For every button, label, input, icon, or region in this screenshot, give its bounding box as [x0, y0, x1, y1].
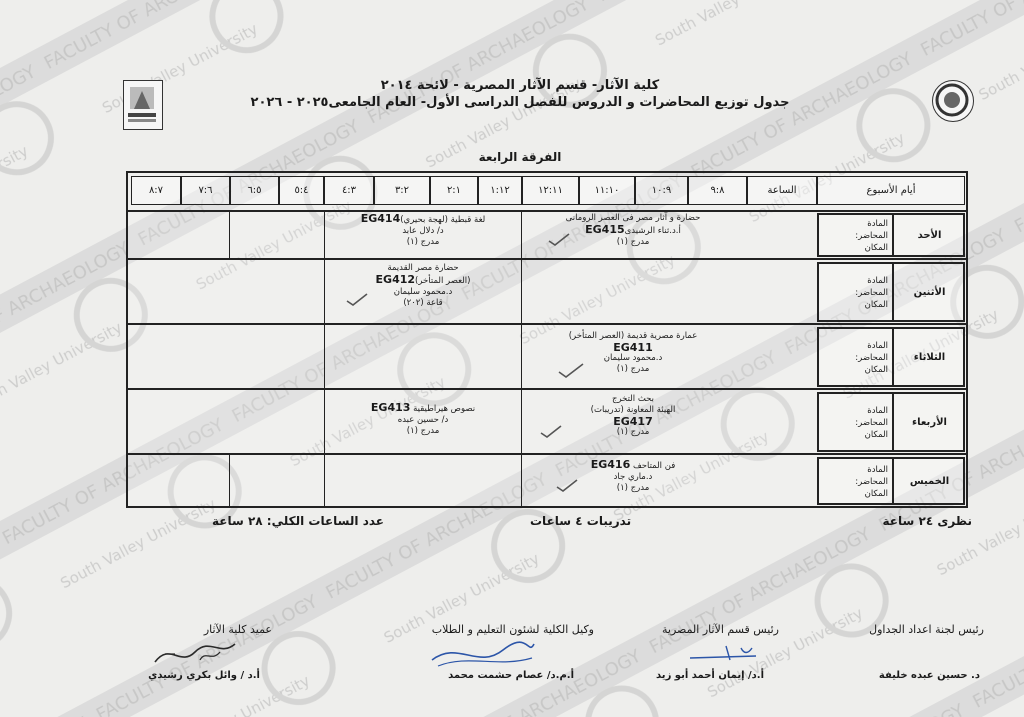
course-code: EG415	[585, 223, 625, 236]
schedule-table	[126, 171, 968, 508]
place-label: المكان	[864, 430, 888, 440]
course-code: EG414	[360, 212, 401, 225]
signature-title: رئيس قسم الآثار المصرية	[662, 623, 779, 636]
course-place: مدرج (١)	[406, 237, 440, 247]
document-header	[250, 78, 790, 110]
signature-name: أ.م.د/ عصام حشمت محمد	[448, 670, 574, 681]
subject-label: المادة	[867, 219, 888, 229]
time-slot: ١:١٢	[478, 176, 522, 205]
course-place: مدرج (١)	[616, 427, 650, 437]
column-divider	[324, 210, 325, 506]
signature-name: أ.د/ إيمان أحمد أبو زيد	[656, 670, 764, 681]
course-lecturer: د.ماري جاد	[613, 472, 653, 482]
day-row-sunday	[817, 213, 965, 257]
vice-dean-signature	[428, 636, 538, 672]
subject-label: المادة	[867, 406, 888, 416]
course-code: EG412	[375, 273, 416, 286]
faculty-logo	[932, 80, 974, 122]
time-slot: ٧:٦	[181, 176, 230, 205]
days-header: أيام الأسبوع	[817, 176, 965, 205]
total-hours: عدد الساعات الكلي: ٢٨ ساعة	[212, 514, 384, 528]
course-code: EG411	[613, 341, 653, 354]
column-divider	[521, 210, 522, 506]
level-title: الفرقة الرابعة	[478, 150, 562, 164]
course-title: عمارة مصرية قديمة (العصر المتأخر)	[568, 331, 698, 341]
course-code: EG413	[370, 401, 411, 414]
course-title: لغة قبطية (لهجة بحيري)	[400, 215, 486, 225]
course-code: EG417	[613, 415, 653, 428]
place-label: المكان	[864, 489, 888, 499]
course-place: مدرج (١)	[616, 364, 650, 374]
time-slot: ١١:١٠	[579, 176, 635, 205]
row-divider	[128, 323, 966, 325]
theory-hours: نظرى ٢٤ ساعة	[882, 514, 972, 528]
checkmark-icon	[558, 363, 584, 379]
time-slot: ١٠:٩	[635, 176, 688, 205]
hour-header: الساعة	[747, 176, 817, 205]
time-slot: ٥:٤	[279, 176, 324, 205]
practical-hours: تدريبات ٤ ساعات	[530, 514, 632, 528]
course-place: مدرج (١)	[406, 426, 440, 436]
row-divider	[128, 453, 966, 455]
day-row-tuesday	[817, 327, 965, 387]
day-name: الخميس	[892, 459, 965, 503]
course-lecturer: د.محمود سليمان	[603, 353, 663, 363]
subject-label: المادة	[867, 341, 888, 351]
day-name: الأربعاء	[892, 394, 965, 450]
lecturer-label: المحاضر:	[855, 418, 888, 428]
day-name: الأحد	[892, 215, 965, 255]
subject-label: المادة	[867, 465, 888, 475]
place-label: المكان	[864, 300, 888, 310]
lecturer-label: المحاضر:	[855, 288, 888, 298]
header-line-2: جدول توزيع المحاضرات و الدروس للفصل الدراسى الأول- العام الجامعى٢٠٢٥ - ٢٠٢٦	[250, 95, 790, 110]
checkmark-icon	[556, 479, 578, 493]
course-cell	[328, 213, 518, 248]
course-cell	[328, 402, 518, 437]
time-slot: ٣:٢	[374, 176, 430, 205]
course-lecturer: أ.د.ثناء الرشيدى	[624, 226, 681, 236]
time-slot: ٢:١	[430, 176, 478, 205]
time-slot: ١٢:١١	[522, 176, 579, 205]
signature-title: رئيس لجنة اعداد الجداول	[869, 623, 984, 636]
day-row-wednesday	[817, 392, 965, 452]
time-slot: ٨:٧	[131, 176, 181, 205]
lecturer-label: المحاضر:	[855, 477, 888, 487]
day-name: الثلاثاء	[892, 329, 965, 385]
lecturer-label: المحاضر:	[855, 231, 888, 241]
time-slot: ٤:٣	[324, 176, 374, 205]
course-title: فن المتاحف	[632, 461, 676, 471]
day-row-monday	[817, 262, 965, 322]
university-logo	[123, 80, 163, 130]
checkmark-icon	[548, 233, 570, 247]
course-lecturer: د/ دلال عابد	[402, 226, 444, 236]
column-divider	[229, 453, 230, 506]
department-head-signature	[686, 640, 766, 666]
signature-name: أ.د / وائل بكري رشيدي	[148, 670, 260, 681]
course-subtitle: (العصر المتأخر)	[415, 276, 471, 286]
row-divider	[128, 210, 966, 212]
lecturer-label: المحاضر:	[855, 353, 888, 363]
checkmark-icon	[346, 293, 368, 307]
course-lecturer: د.محمود سليمان	[393, 287, 453, 297]
course-title: نصوص هيراطيقية	[413, 404, 476, 414]
course-place: قاعة (٢٠٢)	[403, 298, 443, 308]
signature-name: د. حسين عبده خليفة	[878, 670, 980, 681]
place-label: المكان	[864, 365, 888, 375]
checkmark-icon	[540, 425, 562, 439]
course-place: مدرج (١)	[616, 237, 650, 247]
course-title: حضارة و آثار مصر فى العصر الرومانى	[565, 213, 701, 223]
time-slot: ٦:٥	[230, 176, 279, 205]
course-title: بحث التخرج	[611, 394, 655, 404]
course-lecturer: الهيئة المعاونة (تدريبات)	[590, 405, 676, 415]
subject-label: المادة	[867, 276, 888, 286]
place-label: المكان	[864, 243, 888, 253]
column-divider	[229, 210, 230, 258]
course-place: مدرج (١)	[616, 483, 650, 493]
day-row-thursday	[817, 457, 965, 505]
signature-title: عميد كلية الآثار	[203, 623, 272, 636]
day-name: الأثنين	[892, 264, 965, 320]
row-divider	[128, 388, 966, 390]
course-lecturer: د/ حسين عبده	[397, 415, 449, 425]
course-code: EG416	[590, 458, 631, 471]
row-divider	[128, 258, 966, 260]
header-line-1: كلية الآثار- قسم الآثار المصرية - لائحة ٢٠١٤	[380, 78, 660, 93]
dean-signature	[150, 632, 240, 672]
signature-title: وكيل الكلية لشئون التعليم و الطلاب	[431, 623, 594, 636]
time-slot: ٩:٨	[688, 176, 747, 205]
course-title: حضارة مصر القديمة	[387, 263, 459, 273]
